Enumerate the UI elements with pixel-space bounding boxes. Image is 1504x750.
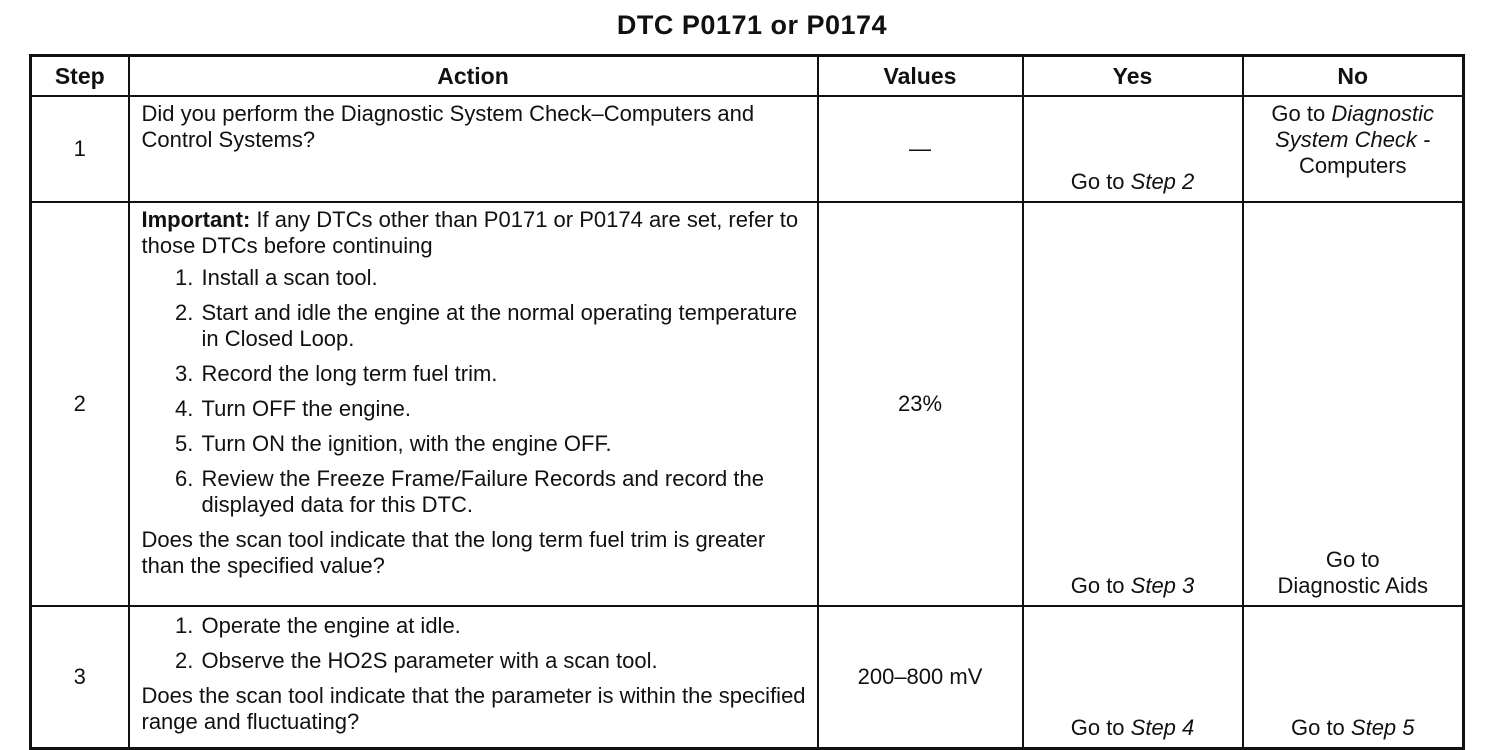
header-yes: Yes (1023, 56, 1243, 97)
no-line-1: Go to (1325, 547, 1380, 572)
header-row (31, 56, 1464, 97)
important-text: If any DTCs other than P0171 or P0174 are set, refer to those DTCs before continuing (141, 207, 799, 258)
action-cell (129, 96, 818, 202)
yes-step-link: Step 2 (1130, 169, 1195, 194)
no-cell (1243, 606, 1464, 749)
list-item: 2. Start and idle the engine at the normal operating temperature in Closed Loop. (200, 300, 809, 352)
header-no: No (1243, 56, 1464, 97)
list-item: 4. Turn OFF the engine. (200, 396, 809, 422)
list-item: 3. Record the long term fuel trim. (200, 361, 809, 387)
yes-cell (1023, 202, 1243, 606)
yes-cell (1023, 606, 1243, 749)
no-step-link: Step 5 (1350, 715, 1415, 740)
header-values: Values (818, 56, 1023, 97)
header-action: Action (129, 56, 818, 97)
action-cell (129, 202, 818, 606)
no-procedure-link: Diagnostic System Check - (1275, 101, 1435, 152)
no-line-2: Diagnostic Aids (1277, 573, 1428, 598)
question-text: Does the scan tool indicate that the long term fuel trim is greater than the specified value? (141, 527, 766, 578)
list-item: 1. Install a scan tool. (200, 265, 809, 291)
procedure-list (142, 265, 809, 518)
page-title: DTC P0171 or P0174 (616, 10, 888, 40)
yes-prefix: Go to (1070, 715, 1131, 740)
no-cell (1243, 96, 1464, 202)
list-item: 6. Review the Freeze Frame/Failure Records and record the displayed data for this DTC. (200, 466, 809, 518)
no-prefix: Go to (1271, 101, 1332, 126)
yes-prefix: Go to (1070, 573, 1131, 598)
important-label: Important: (141, 207, 251, 232)
no-prefix: Go to (1290, 715, 1351, 740)
action-text: Did you perform the Diagnostic System Check–Computers and Control Systems? (141, 101, 755, 152)
no-suffix: Computers (1298, 153, 1407, 178)
table-row (31, 606, 1464, 749)
procedure-list (142, 613, 809, 674)
step-number: 3 (31, 606, 129, 749)
list-item: 5. Turn ON the ignition, with the engine OFF. (200, 431, 809, 457)
yes-cell (1023, 96, 1243, 202)
important-note (142, 207, 809, 259)
action-cell (129, 606, 818, 749)
header-step: Step (31, 56, 129, 97)
table-row (31, 96, 1464, 202)
step-number: 1 (31, 96, 129, 202)
yes-step-link: Step 3 (1130, 573, 1195, 598)
table-row (31, 202, 1464, 606)
no-cell (1243, 202, 1464, 606)
list-item: 1. Operate the engine at idle. (200, 613, 809, 639)
step-number: 2 (31, 202, 129, 606)
yes-prefix: Go to (1070, 169, 1131, 194)
list-item: 2. Observe the HO2S parameter with a scan tool. (200, 648, 809, 674)
diagnostic-table (29, 54, 1465, 750)
value-cell: — (818, 96, 1023, 202)
value-cell: 23% (818, 202, 1023, 606)
question-text: Does the scan tool indicate that the parameter is within the specified range and fluctuating? (141, 683, 806, 734)
value-cell: 200–800 mV (818, 606, 1023, 749)
yes-step-link: Step 4 (1130, 715, 1195, 740)
